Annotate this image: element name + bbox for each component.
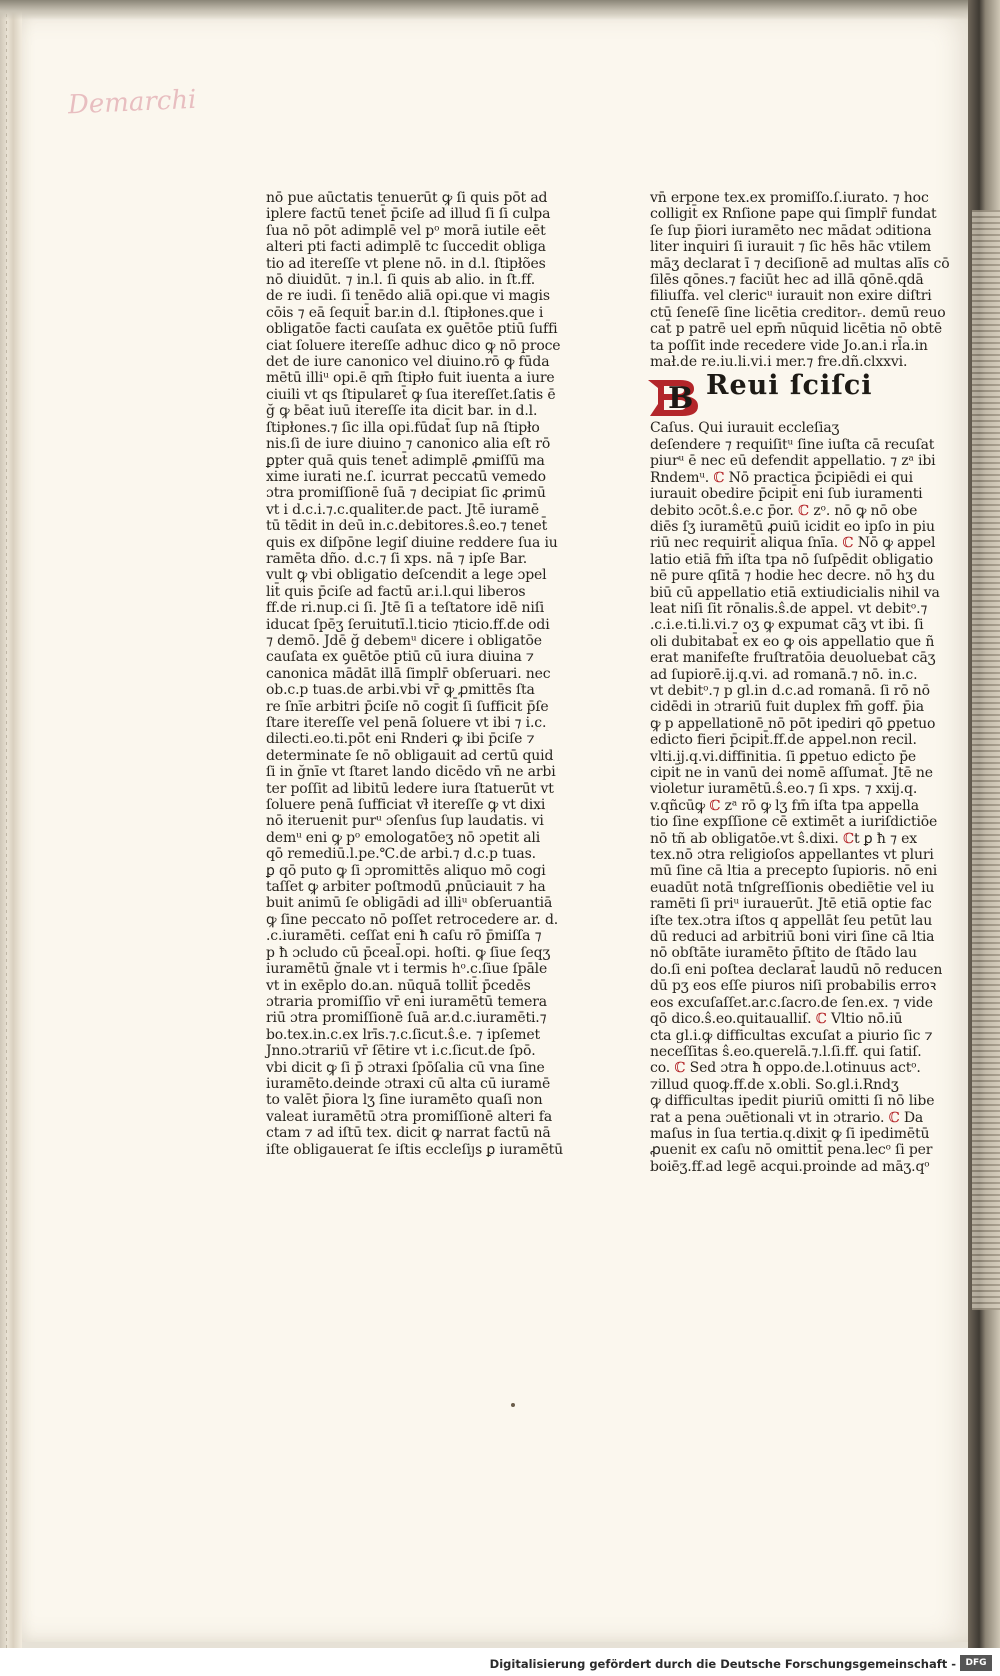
text-line: tio ſine expſſione cē extimēt a iuriſdictiōe	[650, 814, 938, 831]
text-column-right	[650, 190, 950, 1175]
right-column-bottom-text	[650, 420, 943, 1175]
text-line: Jnno.ɔtrariū vr̄ ſētire vt i.c.ſicut.de ſpō.	[266, 1043, 536, 1060]
text-line: co. ℂ Sed ɔtra ħ oppo.de.l.otinuus actᵒ.	[650, 1060, 921, 1077]
text-line: iurauit obedire p̄cipit̄ eni ſub iuramenti	[650, 486, 923, 503]
text-line: ꝑ qō puto ꝙ ſi ɔpromittēs aliquo mō cogi	[266, 862, 546, 879]
text-line: ꝓuenit ex caſu nō omittit̄ pena.lecᵒ ſi per	[650, 1142, 933, 1159]
right-column-top-text	[650, 190, 950, 371]
footer-bar	[0, 1652, 1000, 1676]
text-line: re ſnīe arbitri p̄ciſe nō cogit̄ ſi ſufficit p̄ſe	[266, 698, 549, 715]
text-line: vt in exēplo do.an. nūquā tollit̄ p̄cedēs	[266, 977, 531, 994]
text-line: māʒ declarat ī ⁊ deciſionē ad multas alīs cō	[650, 255, 950, 272]
text-line: ſoluere penā ſufficiat vł̄ itereſſe ꝙ vt dixi	[266, 797, 546, 814]
text-line: .c.i.e.ti.li.vi.⁊ oʒ ꝙ expumat cāʒ vt ibi. ſi	[650, 617, 924, 634]
text-line: dū reduci ad arbitriū boni viri ſine cā ltia	[650, 929, 935, 946]
text-line: iuramētū ğnale vt i termis hᵒ.c.ſiue ſpāle	[266, 961, 548, 978]
text-column-left	[266, 190, 563, 1158]
text-line: cat̄ p patrē uel epm̄ nūquid licētia nō obtē	[650, 321, 943, 338]
text-line: iſte tex.ɔtra iſtos q appellāt ſeu petūt lau	[650, 912, 933, 929]
text-line: maſus in ſua tertia.q.dixit ꝙ ſi ipedimētū	[650, 1125, 930, 1142]
text-line: ciuili vt qs ſtipularet̄ ꝙ ſua itereſſet.ſatis ē	[266, 386, 556, 403]
text-line: oli dubitabat̄ ex eo ꝙ ois appellatio que ñ	[650, 633, 935, 650]
text-line: bo.tex.in.c.ex lrīs.⁊.c.ſicut.ŝ.e. ⁊ ipſemet	[266, 1026, 541, 1043]
text-line: boiēʒ.ff.ad legē acqui.proinde ad māʒ.qᵒ	[650, 1158, 930, 1175]
text-line: ɔtraria promiſſio vr̄ eni iuramētū temera	[266, 993, 548, 1010]
decorated-initial-b	[646, 374, 706, 416]
text-line: cōis ⁊ eā ſequit̄ bar.in d.l. ſtipłones.que i	[266, 304, 544, 321]
text-line: neceſſitas ŝ.eo.querelā.⁊.l.ſi.ff. qui ſatiſ.	[650, 1043, 922, 1060]
text-line: ꝙ ſine peccato nō poſſet retrocedere ar. d.	[266, 911, 559, 928]
text-line: deſendere ⁊ requiſitᵘ ſine iuſta cā recuſat	[650, 436, 935, 453]
text-line: xime iurati ne.ſ. icurrat peccatū vemedo	[266, 468, 546, 485]
text-line: ſtare itereſſe vel penā ſoluere vt ibi ⁊ i.c.	[266, 715, 547, 731]
text-line: alteri pti facti adimplē tc ſuccedit obliga	[266, 239, 546, 256]
text-line: lit̄ quis p̄ciſe ad factū ar.i.l.qui liberos	[266, 583, 526, 600]
text-line: vt i d.c.i.⁊.c.qualiter.de pact. Jtē iuramē	[266, 501, 540, 518]
text-line: det de iure canonico vel diuino.rō ꝙ fūda	[266, 354, 550, 371]
text-line: ob.c.p tuas.de arbi.vbi vr̄ ꝙ ꝓmittēs ſta	[266, 682, 535, 699]
text-line: vult ꝙ vbi obligatio deſcendit a lege ɔpel	[266, 567, 547, 584]
text-line: ciat ſoluere itereſſe adhuc dico ꝙ nō proce	[266, 337, 561, 354]
text-line: erat manifeſte fruſtratōia deuoluebat cāʒ	[650, 650, 936, 667]
text-line: iducat ſpēʒ ſeruitutī.l.ticio ⁊ticio.ff.de odi	[266, 616, 550, 633]
text-line: iplere factū tenet̄ p̄ciſe ad illud ſi ſi culpa	[266, 206, 551, 223]
text-line: cidēdi in ɔtrariū fuit duplex fm̄ goff. p̄ia	[650, 699, 924, 716]
text-line: determinate ſe nō obligauit ad certū quid	[266, 747, 554, 764]
text-line: nē pure qſitā ⁊ hodie hec decre. nō hʒ du	[650, 568, 935, 585]
text-line: ſua nō pōt adimplē vel pᵒ morā iutile eēt	[266, 222, 546, 239]
text-line: cauſata ex ꝯuētōe ptiū cū iura diuina ⁊	[266, 649, 534, 666]
text-line: valeat iuramētū ɔtra promiſſionē alteri fa	[266, 1108, 553, 1125]
text-line: ꝑpter quā quis tenet̄ adimplē ꝓmiſſū ma	[266, 452, 545, 469]
text-line: diēs ſʒ iuramētū ꝓuiū icidit eo ipſo in piu	[650, 518, 935, 535]
paragraph-mark: ℂ	[798, 502, 810, 519]
text-line: vt debitᵒ.⁊ p gl.in d.c.ad romanā. ſi rō nō	[650, 682, 930, 699]
text-line: vbi dicit ꝙ ſi p̄ ɔtraxi ſpōſalia cū vna ſine	[266, 1059, 545, 1076]
text-line: ff.de ri.nup.ci ſi. Jtē ſi a teſtatore idē niſi	[266, 600, 545, 617]
text-line: taſſet ꝙ arbiter poſtmodū ꝓnūciauit ⁊ ha	[266, 879, 546, 896]
text-line: ⁊illud quoꝙ.ff.de x.obli. So.gl.i.Rndʒ	[650, 1076, 899, 1093]
text-line: ter poſſit ad libitū ledere iura ſtatuerūt vt	[266, 780, 554, 797]
page-mark-dot	[511, 1403, 515, 1407]
text-line: ta poſſit inde recedere vide Jo.an.i rl̄a.in	[650, 337, 928, 354]
text-line: tio ad itereſſe vt plene nō. in d.l. ſtipłões	[266, 255, 546, 272]
library-stamp	[65, 81, 226, 124]
text-line: colligit̄ ex Rnſione pape qui ſimplr̄ fundat	[650, 206, 937, 223]
text-line: cta gl.i.ꝙ difficultas excuſat a piurio ſic ⁊	[650, 1027, 933, 1044]
section-heading	[650, 370, 926, 418]
text-line: nis.ſi de iure diuino ⁊ canonico alia eſt rō	[266, 436, 551, 453]
text-line: dū pʒ eos eſſe piuros niſi probabilis erroꝛ	[650, 978, 936, 995]
text-line: filiuſfa. vel clericᵘ iurauit non exire diſtri	[650, 288, 932, 305]
text-line: iſte obligauerat ſe iſtis eccleſiȷs ꝑ iuramētū	[266, 1141, 563, 1158]
text-line: euadūt notā tnſgreſſionis obediētie vel iu	[650, 879, 935, 896]
text-line: do.ſi eni poſtea declarat̄ laudū nō reducen	[650, 961, 943, 978]
text-line: liter inquiri ſi iurauit ⁊ ſic hēs hāc vtilem	[650, 239, 932, 256]
text-line: piurᵘ ē nec eū defendit appellatio. ⁊ zᵃ ibi	[650, 453, 936, 470]
text-line: ⁊ demō. Jdē ğ debemᵘ dicere i obligatōe	[266, 632, 542, 649]
text-line: ctam ⁊ ad iſtū tex. dicit ꝙ narrat factū nā	[266, 1125, 551, 1142]
text-line: ſe ſup p̄iori iuramēto nec mādat ɔditiona	[650, 222, 932, 239]
text-line: quis ex diſpōne legiſ diuine reddere ſua iu	[266, 534, 558, 551]
text-line: de re iudi. ſi tenēdo aliā opi.que vi magis	[266, 288, 550, 305]
heading-text: Reui ſciſci	[706, 370, 873, 402]
text-line: leat niſi ſit rōnalis.ŝ.de appel. vt debitᵒ.⁊	[650, 600, 928, 617]
text-line: nō pue aūctatis tenuerūt ꝙ ſi quis pōt ad	[266, 190, 548, 206]
text-line: qō remediū.l.pe.℃.de arbi.⁊ d.c.p tuas.	[266, 846, 536, 863]
text-line: iuramēto.deinde ɔtraxi cū alta cū iuramē	[266, 1075, 551, 1092]
text-line: mał.de re.iu.li.vi.i mer.⁊ fre.dñ.clxxvi.	[650, 354, 908, 371]
adjacent-page-text	[972, 210, 1000, 1310]
text-line: vn̄ erpone tex.ex promiſſo.ſ.iurato. ⁊ hoc	[650, 190, 929, 206]
text-line: latio etiā fm̄ iſta tpa nō ſuſpēdit obligatio	[650, 551, 933, 568]
text-line: vlti.ij.q.vi.diffinitia. ſi ꝑpetuo edicto p̄e	[650, 748, 917, 765]
text-line: ğ ꝙ bēat iuū itereſſe ita dicit bar. in d.l.	[266, 403, 538, 420]
text-line: nō diuidūt. ⁊ in.l. ſi quis ab alio. in ſt.ff.	[266, 272, 536, 289]
text-line: p ħ ɔcludo cū p̄ceal̄.opi. hoſti. ꝙ ſiue ſeqʒ	[266, 944, 551, 961]
text-line: edicto fieri p̄cipit̄.ff.de appel.non recil.	[650, 732, 917, 749]
text-line: nō tñ ab obligatōe.vt ŝ.dixi. ℂt ꝑ ħ ⁊ ex	[650, 830, 918, 847]
paragraph-mark: ℂ	[843, 830, 855, 847]
paragraph-mark: ℂ	[709, 797, 721, 814]
text-line: ɔtra promiſſionē ſuā ⁊ decipiat ſic ꝓrimū	[266, 485, 546, 502]
paragraph-mark: ℂ	[842, 535, 854, 552]
text-line: ſtipłones.⁊ ſic illa opi.fūdat̄ ſup nā ſtipło	[266, 419, 540, 436]
text-line: ꝙ p appellationē nō pōt ipediri qō ꝑpetuo	[650, 715, 936, 732]
text-line: ad ſupiorē.ij.q.vi. ad romanā.⁊ nō. in.c.	[650, 666, 918, 683]
text-line: eos excuſaſſet.ar.c.ſacro.de ſen.ex. ⁊ vide	[650, 994, 933, 1011]
text-line: to valēt p̄iora lʒ ſine iuramēto quaſi non	[266, 1092, 543, 1109]
text-line: riū nec requirit̄ aliqua ſnīa. ℂ Nō ꝙ appel	[650, 535, 936, 552]
text-line: ſilēs qōnes.⁊ faciūt hec ad illā qōnē.qdā	[650, 272, 924, 289]
text-line: ramēta dño. d.c.⁊ ſi xps. nā ⁊ ipſe Bar.	[266, 550, 528, 567]
footer-credit: Digitalisierung gefördert durch die Deutsche Forschungsgemeinschaft -	[489, 1657, 956, 1671]
svg-text:Demarchi: Demarchi	[67, 84, 198, 121]
text-line: canonica mādāt illā ſimplr̄ obſeruari. nec	[266, 665, 551, 682]
text-line: biū cū appellatio etiā extiudicialis nihil va	[650, 584, 940, 601]
text-line: buit animū ſe obligādi ad illiᵘ obſeruantiā	[266, 895, 553, 912]
text-line: Caſus. Qui iurauit eccleſiaʒ	[650, 420, 840, 437]
text-line: ſi in ğnīe vt ſtaret lando dicēdo vn̄ ne arbi	[266, 764, 556, 781]
text-line: ꝙ difficultas ipedit piuriū omitti ſi nō libe	[650, 1093, 935, 1110]
text-line: mētū illiᵘ opi.ē qm̄ ſtipło fuit iuenta a iure	[266, 370, 555, 387]
page-edge-left	[0, 0, 22, 1648]
text-line: obligatōe facti cauſata ex ꝯuētōe ptiū ſuffi	[266, 321, 558, 338]
text-line: demᵘ eni ꝙ pᵒ emologatōeʒ nō ɔpetit ali	[266, 829, 541, 846]
paragraph-mark: ℂ	[674, 1060, 686, 1077]
text-line: mū ſine cā ltia a precepto ſupioris. nō eni	[650, 863, 938, 880]
text-line: riū ɔtra promiſſionē ſuā ar.d.c.iuramēti.⁊	[266, 1010, 547, 1027]
svg-text:B: B	[668, 381, 694, 417]
text-line: v.qñcūꝙ ℂ zᵃ rō ꝙ lʒ fm̄ iſta tpa appella	[650, 797, 919, 814]
text-line: Rndemᵘ. ℂ Nō practica p̄cipiēdi ei qui	[650, 469, 913, 486]
text-line: debito ɔcōt.ŝ.e.c p̄or. ℂ zᵒ. nō ꝙ nō obe	[650, 502, 918, 519]
text-line: violetur iuramētū.ŝ.eo.⁊ ſi xps. ⁊ xxij.q.	[650, 781, 918, 798]
text-line: dilecti.eo.ti.pōt eni Rnderi ꝙ ibi p̄ciſe ⁊	[266, 731, 535, 748]
text-line: nō iteruenit purᵘ ɔſenſus ſup laudatis. vi	[266, 813, 544, 830]
text-line: rat a pena ɔuētionali vt in ɔtrario. ℂ Da	[650, 1109, 924, 1126]
dfg-logo: DFG	[960, 1655, 992, 1671]
text-line: cipit̄ ne in vanū dei nomē aſſumat̄. Jtē ne	[650, 765, 933, 781]
text-line: tex.nō ɔtra religioſos appellantes vt pluri	[650, 847, 934, 864]
text-line: .c.iuramēti. ceſſat eni ħ caſu rō p̄miſſa ⁊	[266, 928, 542, 945]
text-line: nō obſtāte iuramēto p̄ſtito de ſtādo lau	[650, 945, 917, 962]
paragraph-mark: ℂ	[713, 469, 725, 486]
paragraph-mark: ℂ	[888, 1109, 900, 1126]
text-line: ramēti ſi priᵘ iurauerūt. Jtē etiā optie fac	[650, 896, 932, 913]
top-edge-shadow	[0, 0, 1000, 20]
text-line: qō dico.ŝ.eo.quitaualliſ. ℂ Vltio nō.iū	[650, 1011, 903, 1028]
paragraph-mark: ℂ	[815, 1011, 827, 1028]
text-line: tū tēdit in deū in.c.debitores.ŝ.eo.⁊ tenet̄	[266, 518, 548, 535]
text-line: ctū ſeneſē ſine licētia creditorᵣ. demū reuo	[650, 304, 946, 321]
